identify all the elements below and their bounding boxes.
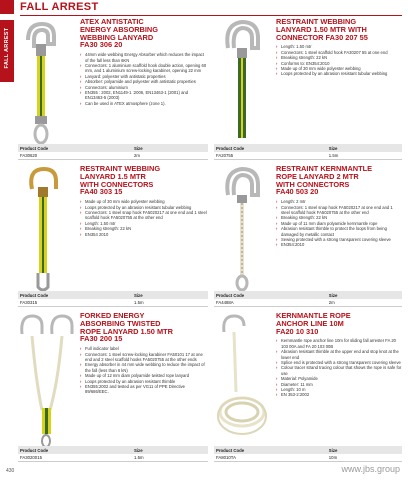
size-header: Size bbox=[134, 292, 143, 298]
restraint-webbing-content bbox=[276, 18, 402, 77]
code-header: Product Code bbox=[20, 292, 49, 298]
list-item: › Connectors: 1 steel snap hook FA5020217 at one end and 1 steel scaffold hook FA5020755 at the other end bbox=[276, 205, 402, 216]
product-code: FA3020015 bbox=[20, 455, 42, 460]
forked-lanyard-image bbox=[18, 312, 78, 448]
list-item: › Loops protected by an abrasion resistant tubular webbing bbox=[80, 205, 208, 210]
list-item: › Made up of 30 mm wide polyester webbing bbox=[276, 66, 402, 71]
product-code-table bbox=[214, 144, 402, 160]
kernmantle-lanyard-image bbox=[214, 165, 274, 295]
list-item: › Splice end is protected with a strong transparent covering sleeve bbox=[276, 360, 402, 365]
restraint-webbing-15-content bbox=[80, 165, 208, 237]
list-item: › Connectors: 1 steel snap hook FA5020217 at one end and 1 steel scaffold hook FA5020755 at the other end bbox=[80, 210, 208, 221]
feature-list bbox=[80, 199, 208, 237]
code-header: Product Code bbox=[20, 145, 49, 151]
product-title: FORKED ENERGY ABSORBING TWISTED ROPE LANYARD 1.50 MTR FA30 200 15 bbox=[80, 311, 173, 344]
product-atex-lanyard bbox=[18, 18, 208, 160]
atex-content bbox=[80, 18, 208, 106]
product-code-table bbox=[214, 291, 402, 307]
table-row bbox=[18, 299, 208, 307]
list-item: › Loops protected by an abrasion resistant tubular webbing bbox=[276, 71, 402, 76]
size-header: Size bbox=[134, 447, 143, 453]
product-code: FA8010TA bbox=[216, 455, 236, 460]
restraint-webbing-connectors-image bbox=[18, 165, 78, 295]
feature-list bbox=[276, 44, 402, 76]
table-row bbox=[214, 299, 402, 307]
product-size: 1.5m bbox=[328, 153, 339, 158]
list-item: › EN 353-2:2002 bbox=[276, 392, 402, 397]
feature-list bbox=[80, 346, 208, 395]
product-code-table bbox=[18, 144, 208, 160]
page-header bbox=[0, 0, 408, 18]
list-item: › Kernmantle rope anchor line 10m for sliding fall arrester FA 20 103 00A and FA 20 103 00B bbox=[276, 338, 402, 349]
code-header: Product Code bbox=[216, 292, 245, 298]
list-item: › Abrasion resistant thimble at the upper end and stop knot at the lower end bbox=[276, 349, 402, 360]
list-item: › Connectors: 1 steel scaffold hook FA30207 55 at one end bbox=[276, 50, 402, 55]
list-item: › Conforms to: EN354:2010 bbox=[276, 61, 402, 66]
list-item: › Connectors: 1 aluminium scaffold hook double action, opening 60 mm, and 1 aluminium screw-locking karabiner, opening 22 mm bbox=[80, 63, 208, 74]
list-item: › Connectors: 1 steel screw-locking karabiner FA50101 17 at one end and 2 steel scaffold hooks FA5020755 at the other ends bbox=[80, 352, 208, 363]
feature-list bbox=[276, 199, 402, 248]
product-code-table bbox=[214, 446, 402, 462]
list-item: › Length: 1.50 mtr bbox=[276, 44, 402, 49]
product-code-table bbox=[18, 446, 208, 462]
page-title: FALL ARREST bbox=[20, 1, 99, 13]
product-title: KERNMANTLE ROPE ANCHOR LINE 10M FA20 10 310 bbox=[276, 311, 351, 336]
table-row bbox=[214, 454, 402, 462]
kernmantle-lanyard-content bbox=[276, 165, 402, 248]
table-row bbox=[18, 454, 208, 462]
feature-list bbox=[276, 338, 402, 397]
product-code: FA20755 bbox=[216, 153, 234, 158]
list-item: › Absorber: polyamide and polyester with antistatic properties bbox=[80, 79, 208, 84]
list-item: › EN355 : 2002, EN1149-1 :2006, EN13463-1 (2001) and EN13463-5 (2003) bbox=[80, 90, 208, 101]
list-item: › Full indicator label bbox=[80, 346, 208, 351]
product-forked-lanyard bbox=[18, 312, 208, 462]
anchor-line-content bbox=[276, 312, 402, 398]
size-header: Size bbox=[328, 292, 338, 298]
product-size: 1.5m bbox=[134, 455, 144, 460]
product-kernmantle-lanyard bbox=[214, 165, 402, 307]
code-header: Product Code bbox=[20, 447, 49, 453]
list-item: › Length: 2 mtr bbox=[276, 199, 402, 204]
list-item: › Can be used in ATEX atmosphere (zone 1). bbox=[80, 101, 208, 106]
list-item: › Length: 10 m bbox=[276, 387, 402, 392]
product-code: FA30620 bbox=[20, 153, 38, 158]
list-item: › EN354 2010 bbox=[80, 232, 208, 237]
product-title: RESTRAINT WEBBING LANYARD 1.5 MTR WITH CONNECTORS FA40 303 15 bbox=[80, 164, 161, 197]
product-title: RESTRAINT KERNMANTLE ROPE LANYARD 2 MTR WITH CONNECTORS FA40 503 20 bbox=[276, 164, 373, 197]
size-header: Size bbox=[328, 447, 338, 453]
list-item: › Breaking strength: 22 kN bbox=[80, 226, 208, 231]
product-size: 1.5m bbox=[134, 300, 144, 305]
anchor-line-image bbox=[214, 312, 274, 448]
side-tab-label: FALL ARREST bbox=[4, 27, 10, 69]
list-item: › Material: Polyamide bbox=[276, 376, 402, 381]
list-item: › 44mm wide webbing Energy Absorber which reduces the impact of the fall less than 6KN bbox=[80, 52, 208, 63]
header-accent-block bbox=[0, 0, 14, 14]
page-number: 430 bbox=[6, 468, 15, 474]
website-link[interactable]: www.jbs.group bbox=[341, 464, 400, 474]
product-code: FA4488A bbox=[216, 300, 234, 305]
list-item: › Loops protected by an abrasion resistant thimble bbox=[80, 379, 208, 384]
feature-list bbox=[80, 52, 208, 106]
product-title: ATEX ANTISTATIC ENERGY ABSORBING WEBBING LANYARD FA30 306 20 bbox=[80, 17, 159, 50]
list-item: › Made up of 11 mm diam polyamide kernmantle rope bbox=[276, 221, 402, 226]
atex-lanyard-image bbox=[18, 18, 78, 148]
size-header: Size bbox=[134, 145, 143, 151]
table-row bbox=[214, 152, 402, 160]
size-header: Size bbox=[328, 145, 338, 151]
list-item: › Lanyard: polyester with antistatic properties bbox=[80, 74, 208, 79]
product-restraint-webbing-15 bbox=[18, 165, 208, 307]
list-item: › Breaking strength: 22 kN bbox=[276, 215, 402, 220]
list-item: › Colour tracer strand tracing colour that shows the rope is safe for use bbox=[276, 365, 402, 376]
product-size: 2m bbox=[328, 300, 335, 305]
product-restraint-webbing-150 bbox=[214, 18, 402, 160]
product-code: FA30315 bbox=[20, 300, 38, 305]
side-section-tab bbox=[0, 20, 14, 82]
list-item: › Energy absorber in 44 mm wide webbing to reduce the impact of the fall (less than 6 kN) bbox=[80, 362, 208, 373]
product-anchor-line bbox=[214, 312, 402, 462]
code-header: Product Code bbox=[216, 447, 245, 453]
product-title: RESTRAINT WEBBING LANYARD 1.50 MTR WITH CONNECTOR FA30 207 55 bbox=[276, 17, 368, 42]
table-row bbox=[18, 152, 208, 160]
list-item: › Made up of 12 mm diam polyamide twisted rope lanyard bbox=[80, 373, 208, 378]
code-header: Product Code bbox=[216, 145, 245, 151]
list-item: › Made up of 30 mm wide polyester webbing bbox=[80, 199, 208, 204]
list-item: › EN354:2010 bbox=[276, 242, 402, 247]
list-item: › EN355:2002 and tested as per VG11 of PPE Directive 89/686/EEC. bbox=[80, 384, 208, 395]
restraint-webbing-image bbox=[214, 18, 274, 148]
list-item: › Sewing protected with a strong transparent covering sleeve bbox=[276, 237, 402, 242]
list-item: › Abrasion resistant thimble to protect the loops from being damaged by metallic contact bbox=[276, 226, 402, 237]
list-item: › Connectors: aluminium bbox=[80, 85, 208, 90]
forked-lanyard-content bbox=[80, 312, 208, 395]
list-item: › Diameter: 11 mm bbox=[276, 382, 402, 387]
list-item: › Length: 1.50 mtr bbox=[80, 221, 208, 226]
product-code-table bbox=[18, 291, 208, 307]
product-size: 10m bbox=[328, 455, 338, 460]
product-size: 2m bbox=[134, 153, 140, 158]
header-divider bbox=[20, 15, 402, 16]
list-item: › Breaking strength: 22 kN bbox=[276, 55, 402, 60]
